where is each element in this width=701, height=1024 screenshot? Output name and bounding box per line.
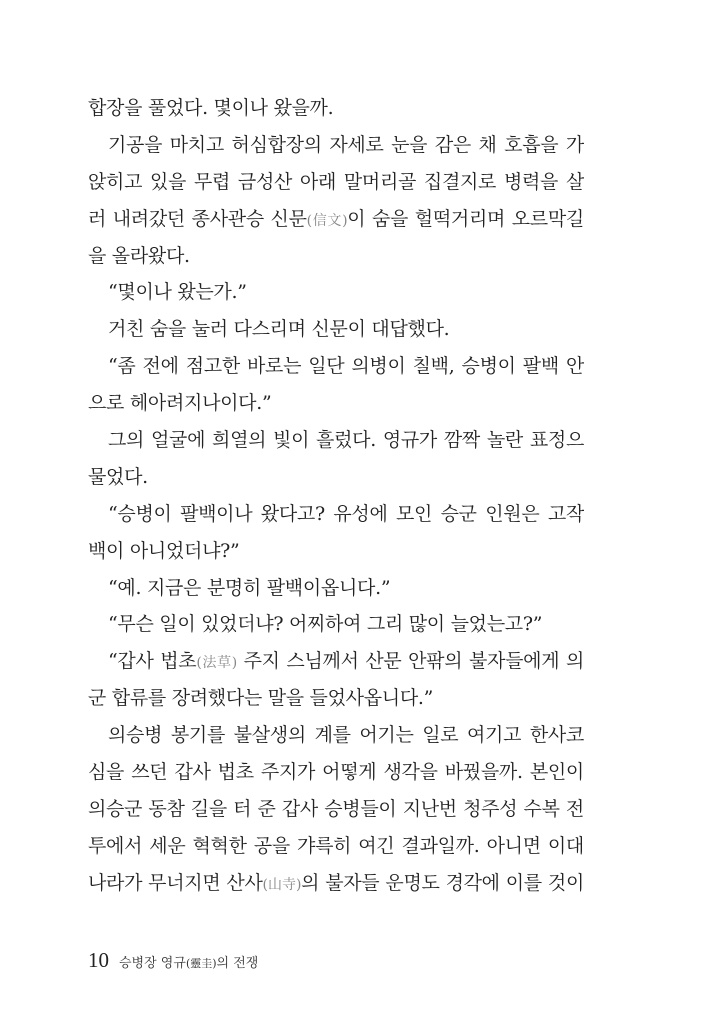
text-line xyxy=(88,828,584,865)
text-segment: 의승군 동참 길을 터 준 갑사 승병들이 지난번 청주성 수복 전 xyxy=(88,797,584,820)
text-line xyxy=(88,680,584,717)
text-segment: 의승병 봉기를 불살생의 계를 어기는 일로 여기고 한사코 xyxy=(108,724,584,747)
text-segment: “몇이나 왔는가.” xyxy=(108,281,247,304)
page-footer xyxy=(88,948,258,973)
running-title-suffix: 의 전쟁 xyxy=(216,956,259,971)
text-line xyxy=(88,385,584,422)
text-line xyxy=(88,164,584,201)
text-line xyxy=(88,90,584,127)
text-line xyxy=(88,717,584,754)
text-line xyxy=(88,643,584,680)
text-segment: 으로 헤아려지나이다.” xyxy=(88,392,272,415)
text-segment: 투에서 세운 혁혁한 공을 갸륵히 여긴 결과일까. 아니면 이대 xyxy=(88,834,584,857)
hanja-annotation: (法草) xyxy=(196,655,237,672)
text-line xyxy=(88,496,584,533)
text-segment: 기공을 마치고 허심합장의 자세로 눈을 감은 채 호흡을 가 xyxy=(108,133,584,156)
running-title-hanja: (靈圭) xyxy=(185,957,217,970)
text-line xyxy=(88,791,584,828)
text-segment: 심을 쓰던 갑사 법초 주지가 어떻게 생각을 바꿨을까. 본인이 xyxy=(88,761,584,784)
body-text xyxy=(88,90,584,902)
text-segment: 을 올라왔다. xyxy=(88,244,190,267)
text-segment: 이 숨을 헐떡거리며 오르막길 xyxy=(347,207,584,230)
text-segment: 백이 아니었더냐?” xyxy=(88,539,240,562)
text-segment: 합장을 풀었다. 몇이나 왔을까. xyxy=(88,97,334,119)
text-line xyxy=(88,422,584,459)
running-title: 승병장 영규 xyxy=(119,956,186,971)
text-segment: 거친 숨을 눌러 다스리며 신문이 대답했다. xyxy=(108,318,450,341)
text-segment: 군 합류를 장려했다는 말을 들었사옵니다.” xyxy=(88,687,434,710)
text-line xyxy=(88,274,584,311)
text-line xyxy=(88,606,584,643)
text-segment: 앉히고 있을 무렵 금성산 아래 말머리골 집결지로 병력을 살 xyxy=(88,170,584,193)
text-line xyxy=(88,348,584,385)
text-line xyxy=(88,201,584,238)
page-number: 10 xyxy=(88,948,109,972)
text-line xyxy=(88,238,584,275)
text-segment: 나라가 무너지면 산사 xyxy=(88,871,263,894)
text-segment: 주지 스님께서 산문 안팎의 불자들에게 의 xyxy=(243,650,584,673)
text-line xyxy=(88,459,584,496)
text-segment: 의 불자들 운명도 경각에 이를 것이 xyxy=(301,871,584,894)
text-segment: 물었다. xyxy=(88,465,148,488)
hanja-annotation: (山寺) xyxy=(262,876,302,893)
text-line xyxy=(88,570,584,607)
text-segment: “좀 전에 점고한 바로는 일단 의병이 칠백, 승병이 팔백 안 xyxy=(108,355,584,378)
text-line xyxy=(88,311,584,348)
text-line xyxy=(88,865,584,902)
text-segment: 그의 얼굴에 희열의 빛이 흘렀다. 영규가 깜짝 놀란 표정으 xyxy=(108,429,584,452)
text-segment: 러 내려갔던 종사관승 신문 xyxy=(88,207,307,230)
text-line xyxy=(88,533,584,570)
text-segment: “무슨 일이 있었더냐? 어찌하여 그리 많이 늘었는고?” xyxy=(108,613,543,636)
text-line xyxy=(88,754,584,791)
text-segment: “갑사 법초 xyxy=(108,650,197,673)
text-segment: “예. 지금은 분명히 팔백이옵니다.” xyxy=(108,576,391,599)
text-segment: “승병이 팔백이나 왔다고? 유성에 모인 승군 인원은 고작 xyxy=(108,502,584,525)
hanja-annotation: (信文) xyxy=(306,212,348,229)
text-line xyxy=(88,127,584,164)
